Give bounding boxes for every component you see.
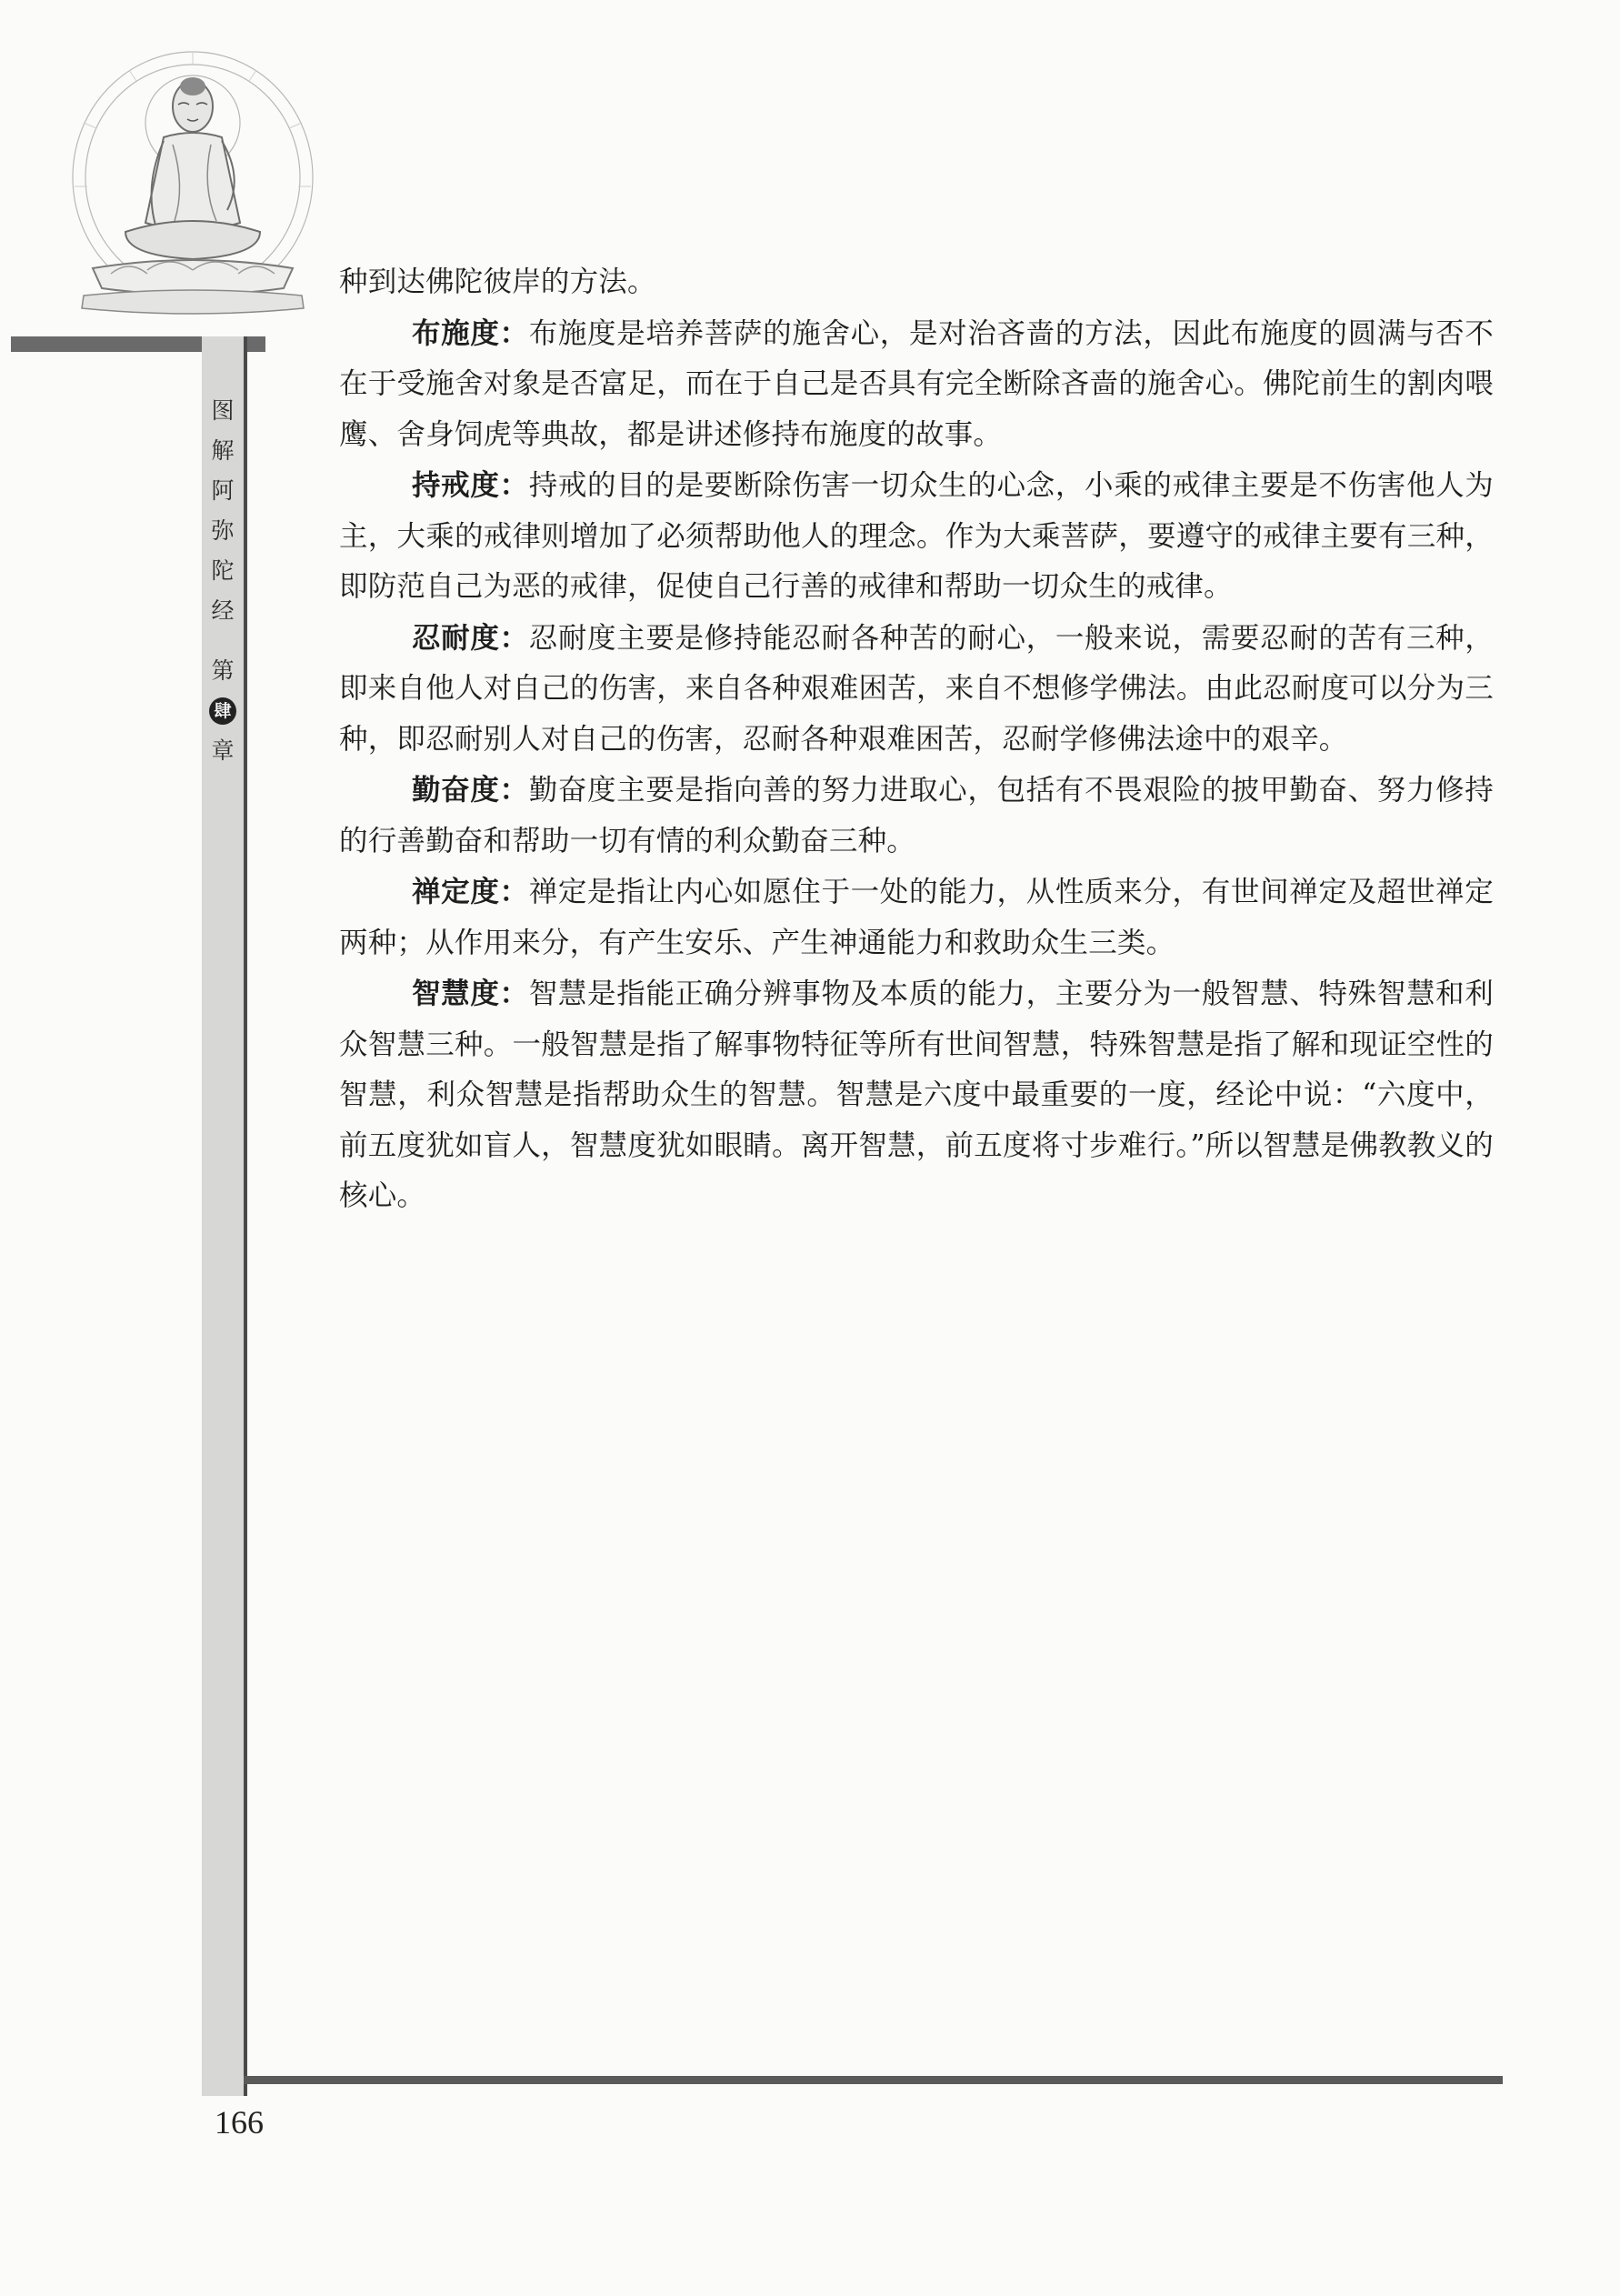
main-text — [339, 257, 1494, 1222]
paragraph-text: 勤奋度主要是指向善的努力进取心，包括有不畏艰险的披甲勤奋、努力修持的行善勤奋和帮助一切有情的利众勤奋三种。 — [339, 774, 1494, 857]
paragraph-text: 忍耐度主要是修持能忍耐各种苦的耐心，一般来说，需要忍耐的苦有三种，即来自他人对自己的伤害，来自各种艰难困苦，来自不想修学佛法。由此忍耐度可以分为三种，即忍耐别人对自己的伤害，忍耐各种艰难困苦，忍耐学修佛法途中的艰辛。 — [339, 621, 1494, 756]
paragraph-text: 禅定是指让内心如愿住于一处的能力，从性质来分，有世间禅定及超世禅定两种；从作用来分，有产生安乐、产生神通能力和救助众生三类。 — [339, 876, 1494, 959]
paragraph-wisdom — [339, 968, 1494, 1222]
paragraph-text: 种到达佛陀彼岸的方法。 — [339, 266, 656, 298]
term-label: 智慧度： — [412, 977, 529, 1010]
page-number: 166 — [215, 2104, 264, 2141]
buddha-illustration — [65, 50, 320, 323]
title-char: 阿 — [211, 477, 235, 504]
running-title — [202, 391, 244, 771]
paragraph-text: 布施度是培养菩萨的施舍心，是对治吝啬的方法，因此布施度的圆满与否不在于受施舍对象是否富足，而在于自己是否具有完全断除吝啬的施舍心。佛陀前生的割肉喂鹰、舍身饲虎等典故，都是讲述修持布施度的故事。 — [339, 316, 1494, 451]
title-char: 图 — [211, 397, 235, 424]
term-label: 勤奋度： — [412, 773, 529, 807]
bottom-rule — [244, 2076, 1503, 2084]
chapter-suffix: 章 — [211, 737, 235, 764]
term-label: 持戒度： — [412, 468, 529, 502]
paragraph-diligence — [339, 765, 1494, 867]
paragraph-precepts — [339, 460, 1494, 613]
paragraph-meditation — [339, 867, 1494, 968]
title-char: 陀 — [211, 557, 235, 584]
paragraph-text: 持戒的目的是要断除伤害一切众生的心念，小乘的戒律主要是不伤害他人为主，大乘的戒律则增加了必须帮助他人的理念。作为大乘菩萨，要遵守的戒律主要有三种，即防范自己为恶的戒律，促使自己行善的戒律和帮助一切众生的戒律。 — [339, 469, 1494, 603]
term-label: 禅定度： — [412, 875, 529, 908]
term-label: 布施度： — [412, 316, 529, 350]
chapter-number-badge: 肆 — [209, 697, 236, 725]
paragraph-giving — [339, 308, 1494, 461]
paragraph-patience — [339, 613, 1494, 766]
term-label: 忍耐度： — [412, 620, 529, 655]
chapter-prefix: 第 — [211, 657, 235, 684]
paragraph-continuation — [339, 257, 1494, 308]
paragraph-text: 智慧是指能正确分辨事物及本质的能力，主要分为一般智慧、特殊智慧和利众智慧三种。一般智慧是指了解事物特征等所有世间智慧，特殊智慧是指了解和现证空性的智慧，利众智慧是指帮助众生的智慧。智慧是六度中最重要的一度，经论中说：“六度中，前五度犹如盲人，智慧度犹如眼睛。离开智慧，前五度将寸步难行。”所以智慧是佛教教义的核心。 — [339, 978, 1494, 1212]
title-char: 弥 — [211, 517, 235, 544]
title-char: 解 — [211, 437, 235, 464]
title-char: 经 — [211, 597, 235, 624]
